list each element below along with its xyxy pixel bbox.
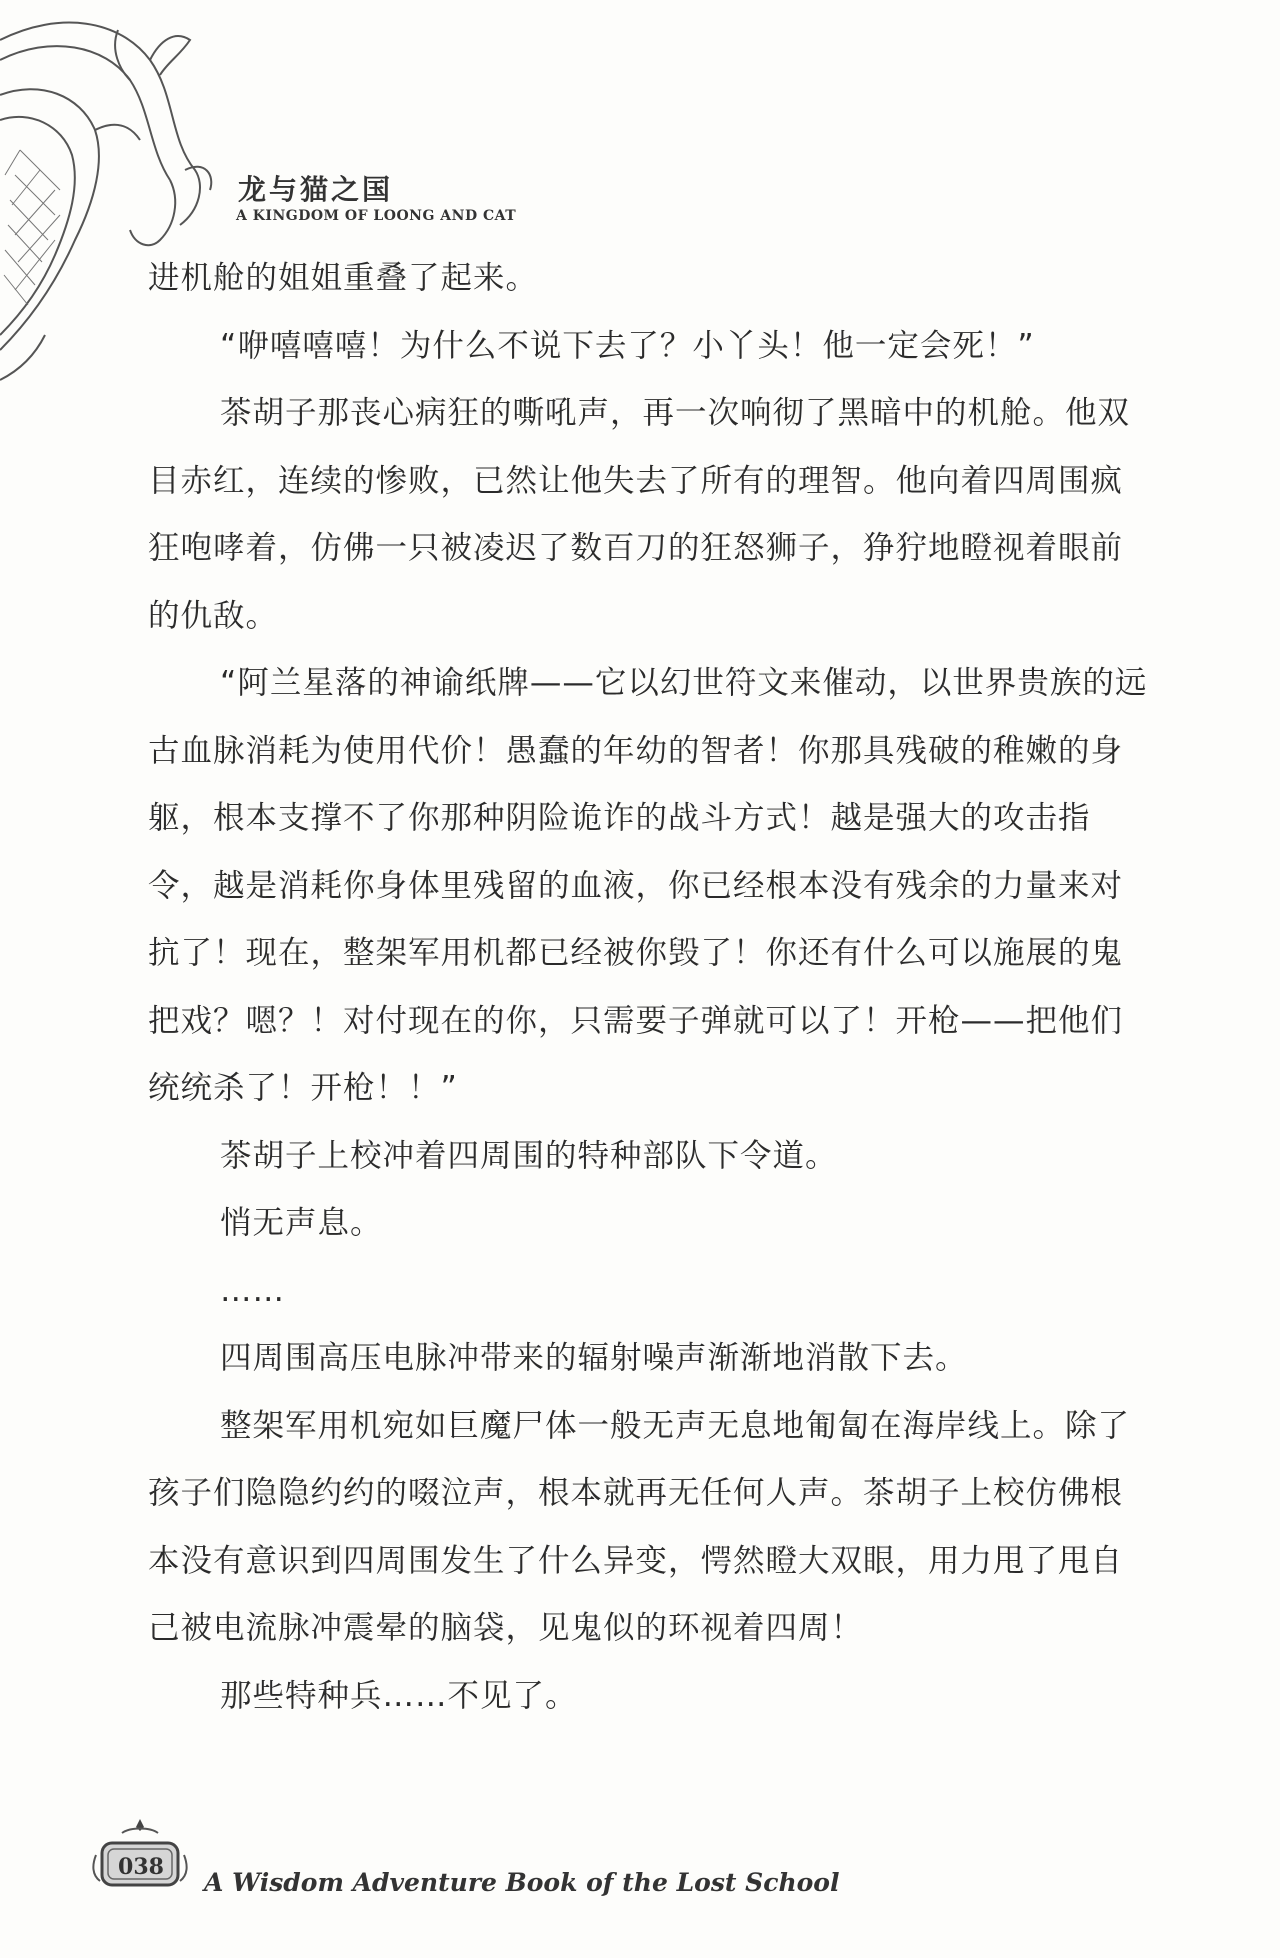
- book-subtitle: A KINGDOM OF LOONG AND CAT: [236, 208, 517, 224]
- page-number: 038: [118, 1854, 164, 1880]
- series-title: A Wisdom Adventure Book of the Lost School: [204, 1868, 840, 1897]
- paragraph: “阿兰星落的神谕纸牌——它以幻世符文来催动，以世界贵族的远古血脉消耗为使用代价！愚蠢的年幼的智者！你那具残破的稚嫩的身躯，根本支撑不了你那种阴险诡诈的战斗方式！越是强大的攻击指令，越是消耗你身体里残留的血液，你已经根本没有残余的力量来对抗了！现在，整架军用机都已经被你毁了！你还有什么可以施展的鬼把戏？嗯？！对付现在的你，只需要子弹就可以了！开枪——把他们统统杀了！开枪！！”: [148, 665, 1148, 1106]
- book-title: 龙与猫之国: [238, 173, 394, 206]
- paragraph: 整架军用机宛如巨魔尸体一般无声无息地匍匐在海岸线上。除了孩子们隐隐约约的啜泣声，根本就再无任何人声。茶胡子上校仿佛根本没有意识到四周围发生了什么异变，愕然瞪大双眼，用力甩了甩自己被电流脉冲震晕的脑袋，见鬼似的环视着四周！: [148, 1407, 1131, 1646]
- paragraph: 进机舱的姐姐重叠了起来。: [148, 260, 539, 296]
- paragraph: 那些特种兵……不见了。: [220, 1677, 578, 1714]
- paragraph: 四周围高压电脉冲带来的辐射噪声渐渐地消散下去。: [220, 1340, 968, 1376]
- paragraph: 悄无声息。: [220, 1205, 383, 1241]
- paragraph: ……: [220, 1272, 285, 1309]
- paragraph: 茶胡子那丧心病狂的嘶吼声，再一次响彻了黑暗中的机舱。他双目赤红，连续的惨败，已然让他失去了所有的理智。他向着四周围疯狂咆哮着，仿佛一只被凌迟了数百刀的狂怒狮子，狰狞地瞪视着眼前的仇敌。: [148, 395, 1131, 634]
- paragraph: “咿嘻嘻嘻！为什么不说下去了？小丫头！他一定会死！”: [220, 327, 1035, 364]
- paragraph: 茶胡子上校冲着四周围的特种部队下令道。: [220, 1137, 838, 1174]
- body-text: [148, 245, 1148, 1730]
